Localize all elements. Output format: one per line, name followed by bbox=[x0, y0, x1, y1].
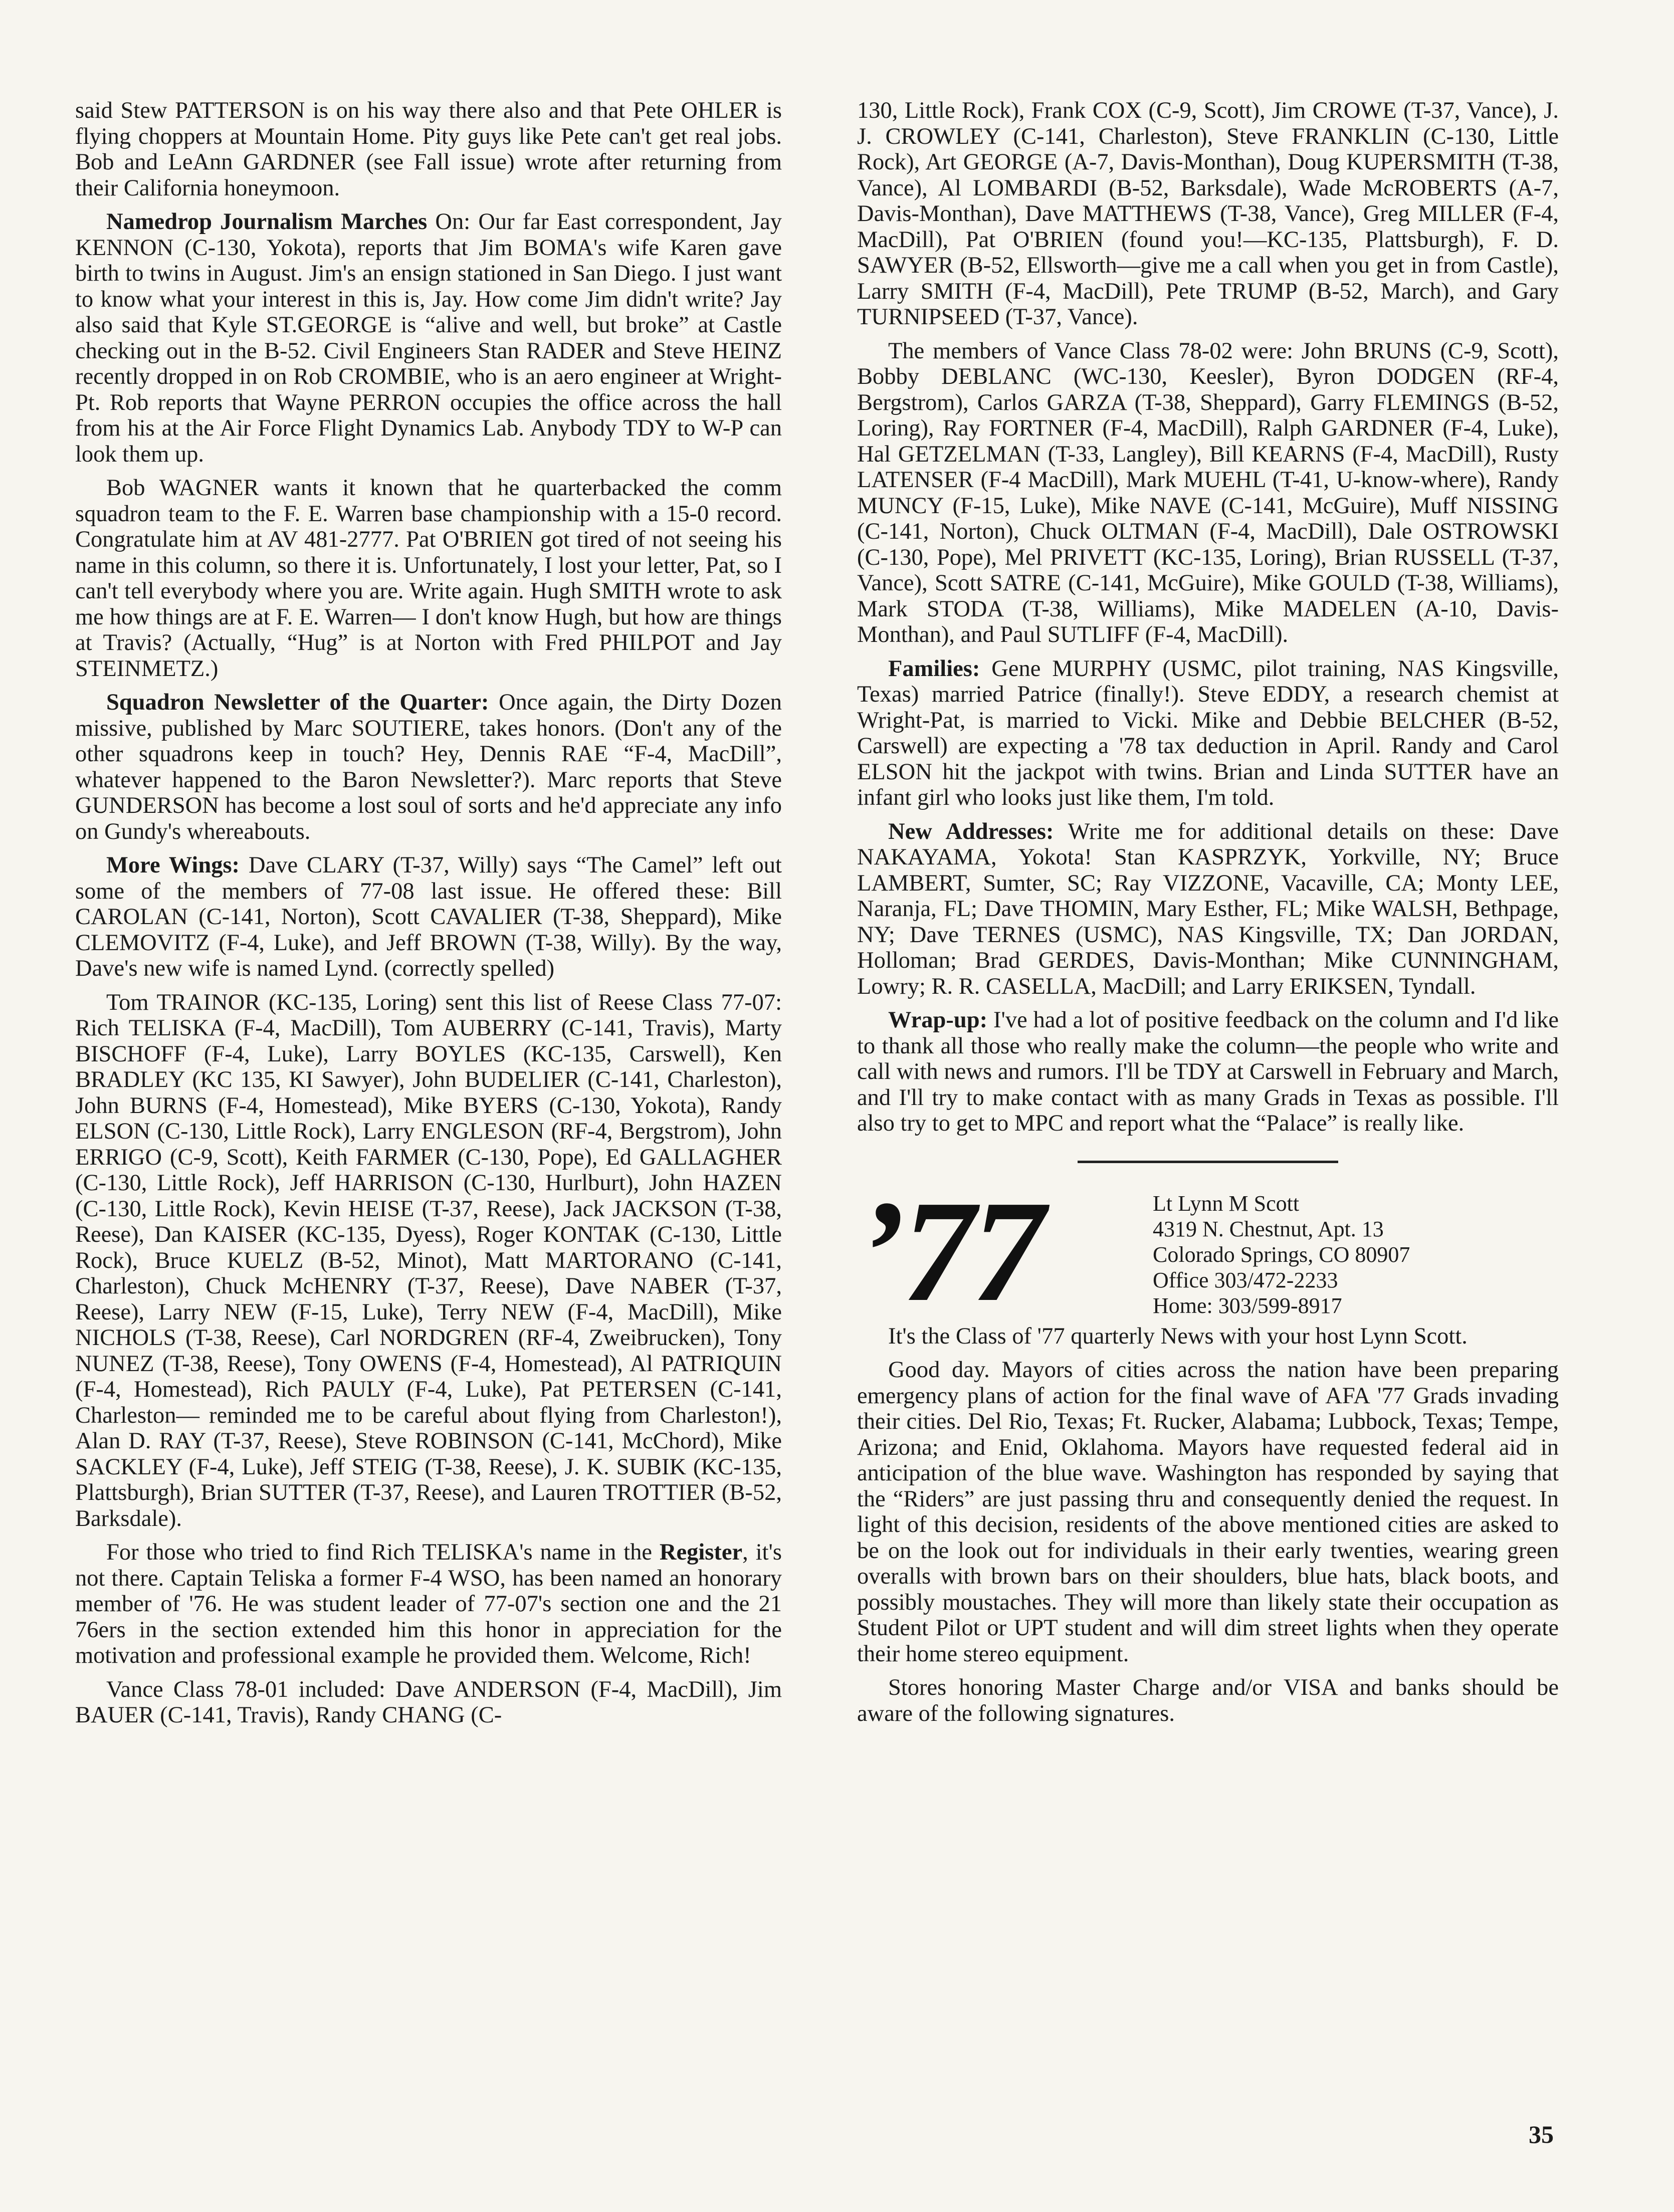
page-number: 35 bbox=[1529, 2120, 1554, 2148]
paragraph: said Stew PATTERSON is on his way there also and that Pete OHLER is flying choppers at Mountain Home. Pity guys like Pete can't get real jobs. Bob and LeAnn GARDNER (see Fall issue) wrote after returning from their California honeymoon. bbox=[75, 98, 782, 201]
contact-office-phone: Office 303/472-2233 bbox=[1153, 1267, 1338, 1292]
paragraph: Stores honoring Master Charge and/or VISA and banks should be aware of the following signatures. bbox=[857, 1675, 1559, 1726]
left-column bbox=[75, 98, 782, 1728]
contact-home-phone: Home: 303/599-8917 bbox=[1153, 1293, 1342, 1318]
paragraph: Families: Gene MURPHY (USMC, pilot training, NAS Kingsville, Texas) married Patrice (finally!). Steve EDDY, a research chemist at Wright-Pat, is married to Vicki. Mike and Debbie BELCHER (B-52, Carswell) are expecting a '78 tax deduction in April. Randy and Carol ELSON hit the jackpot with twins. Brian and Linda SUTTER have an infant girl who looks just like them, I'm told. bbox=[857, 655, 1559, 810]
paragraph: The members of Vance Class 78-02 were: John BRUNS (C-9, Scott), Bobby DEBLANC (WC-130, Keesler), Byron DODGEN (RF-4, Bergstrom), Carlos GARZA (T-38, Sheppard), Garry FLEMINGS (B-52, Loring), Ray FORTNER (F-4, MacDill), Ralph GARDNER (F-4, Luke), Hal GETZELMAN (T-33, Langley), Bill KEARNS (F-4, MacDill), Rusty LATENSER (F-4 MacDill), Mark MUEHL (T-41, U-know-where), Randy MUNCY (F-15, Luke), Mike NAVE (C-141, McGuire), Muff NISSING (C-141, Norton), Chuck OLTMAN (F-4, MacDill), Dale OSTROWSKI (C-130, Pope), Mel PRIVETT (KC-135, Loring), Brian RUSSELL (T-37, Vance), Scott SATRE (C-141, McGuire), Mike GOULD (T-38, Williams), Mark STODA (T-38, Williams), Mike MADELEN (A-10, Davis-Monthan), and Paul SUTLIFF (F-4, MacDill). bbox=[857, 338, 1559, 647]
register-emphasis: Register bbox=[659, 1539, 743, 1565]
class-header bbox=[857, 1163, 1559, 1332]
paragraph: Vance Class 78-01 included: Dave ANDERSON (F-4, MacDill), Jim BAUER (C-141, Travis), Randy CHANG (C- bbox=[75, 1676, 782, 1728]
paragraph: Squadron Newsletter of the Quarter: Once again, the Dirty Dozen missive, published by Marc SOUTIERE, takes honors. (Don't any of the other squadrons keep in touch? Hey, Dennis RAE “F-4, MacDill”, whatever happened to the Baron Newsletter?). Marc reports that Steve GUNDERSON has become a lost soul of sorts and he'd appreciate any info on Gundy's whereabouts. bbox=[75, 690, 782, 844]
section-lead: Families: bbox=[888, 655, 980, 682]
paragraph: Namedrop Journalism Marches On: Our far East correspondent, Jay KENNON (C-130, Yokota), reports that Jim BOMA's wife Karen gave birth to twins in August. Jim's an ensign stationed in San Diego. I just want to know what your interest in this is, Jay. How come Jim didn't write? Jay also said that Kyle ST.GEORGE is “alive and well, but broke” at Castle checking out in the B-52. Civil Engineers Stan RADER and Steve HEINZ recently dropped in on Rob CROMBIE, who is an aero engineer at Wright-Pt. Rob reports that Wayne PERRON occupies the office across the hall from his at the Air Force Flight Dynamics Lab. Anybody TDY to W-P can look them up. bbox=[75, 209, 782, 467]
paragraph: For those who tried to find Rich TELISKA's name in the Register, it's not there. Captain Teliska a former F-4 WSO, has been named an honorary member of '76. He was student leader of 77-07's section one and the 21 76ers in the section extended him this honor in appreciation for the motivation and professional example he provided them. Welcome, Rich! bbox=[75, 1539, 782, 1668]
contact-street: 4319 N. Chestnut, Apt. 13 bbox=[1153, 1216, 1384, 1241]
paragraph: Wrap-up: I've had a lot of positive feedback on the column and I'd like to thank all those who really make the column—the people who write and call with news and rumors. I'll be TDY at Carswell in February and March, and I'll try to make contact with as many Grads in Texas as possible. I'll also try to get to MPC and report what the “Palace” is really like. bbox=[857, 1007, 1559, 1136]
section-lead: New Addresses: bbox=[888, 818, 1054, 844]
paragraph: Good day. Mayors of cities across the nation have been preparing emergency plans of action for the final wave of AFA '77 Grads invading their cities. Del Rio, Texas; Ft. Rucker, Alabama; Lubbock, Texas; Tempe, Arizona; and Enid, Oklahoma. Mayors have requested federal aid in anticipation of the blue wave. Washington has responded by saying that the “Riders” are just passing thru and consequently denied the request. In light of this decision, residents of the above mentioned cities are asked to be on the look out for individuals in their early twenties, wearing green overalls with brown bars on their shoulders, blue hats, black boots, and possibly moustaches. They will more than likely state their occupation as Student Pilot or UPT student and will dim street lights when they operate their home stereo equipment. bbox=[857, 1357, 1559, 1667]
section-lead: More Wings: bbox=[106, 852, 240, 878]
contact-city: Colorado Springs, CO 80907 bbox=[1153, 1242, 1410, 1267]
paragraph: Bob WAGNER wants it known that he quarterbacked the comm squadron team to the F. E. Warren base championship with a 15-0 record. Congratulate him at AV 481-2777. Pat O'BRIEN got tired of not seeing his name in this column, so there it is. Unfortunately, I lost your letter, Pat, so I can't tell everybody where you are. Write again. Hugh SMITH wrote to ask me how things are at F. E. Warren— I don't know Hugh, but how are things at Travis? (Actually, “Hug” is at Norton with Fred PHILPOT and Jay STEINMETZ.) bbox=[75, 475, 782, 682]
class-number: ’77 bbox=[857, 1170, 1042, 1332]
section-lead: Wrap-up: bbox=[888, 1007, 988, 1033]
contact-name: Lt Lynn M Scott bbox=[1153, 1191, 1300, 1216]
paragraph: More Wings: Dave CLARY (T-37, Willy) says “The Camel” left out some of the members of 77-08 last issue. He offered these: Bill CAROLAN (C-141, Norton), Scott CAVALIER (T-38, Sheppard), Mike CLEMOVITZ (F-4, Luke), and Jeff BROWN (T-38, Willy). By the way, Dave's new wife is named Lynd. (correctly spelled) bbox=[75, 852, 782, 981]
right-column bbox=[857, 98, 1559, 1726]
class77-body bbox=[857, 1323, 1559, 1727]
section-lead: Namedrop Journalism Marches bbox=[106, 209, 428, 235]
paragraph: New Addresses: Write me for additional details on these: Dave NAKAYAMA, Yokota! Stan KASPRZYK, Yorkville, NY; Bruce LAMBERT, Sumter, SC; Ray VIZZONE, Vacaville, CA; Monty LEE, Naranja, FL; Dave THOMIN, Mary Esther, FL; Mike WALSH, Bethpage, NY; Dave TERNES (USMC), NAS Kingsville, TX; Dan JORDAN, Holloman; Brad GERDES, Davis-Monthan; Mike CUNNINGHAM, Lowry; R. R. CASELLA, MacDill; and Larry ERIKSEN, Tyndall. bbox=[857, 818, 1559, 999]
paragraph: 130, Little Rock), Frank COX (C-9, Scott), Jim CROWE (T-37, Vance), J. J. CROWLEY (C-141, Charleston), Steve FRANKLIN (C-130, Little Rock), Art GEORGE (A-7, Davis-Monthan), Doug KUPERSMITH (T-38, Vance), Al LOMBARDI (B-52, Barksdale), Wade McROBERTS (A-7, Davis-Monthan), Dave MATTHEWS (T-38, Vance), Greg MILLER (F-4, MacDill), Pat O'BRIEN (found you!—KC-135, Plattsburgh), F. D. SAWYER (B-52, Ellsworth—give me a call when you get in from Castle), Larry SMITH (F-4, MacDill), Pete TRUMP (B-52, March), and Gary TURNIPSEED (T-37, Vance). bbox=[857, 98, 1559, 330]
section-lead: Squadron Newsletter of the Quarter: bbox=[106, 690, 489, 715]
paragraph: Tom TRAINOR (KC-135, Loring) sent this list of Reese Class 77-07: Rich TELISKA (F-4, MacDill), Tom AUBERRY (C-141, Travis), Marty BISCHOFF (F-4, Luke), Larry BOYLES (KC-135, Carswell), Ken BRADLEY (KC 135, KI Sawyer), John BUDELIER (C-141, Charleston), John BURNS (F-4, Homestead), Mike BYERS (C-130, Yokota), Randy ELSON (C-130, Little Rock), Larry ENGLESON (RF-4, Bergstrom), John ERRIGO (C-9, Scott), Keith FARMER (C-130, Pope), Ed GALLAGHER (C-130, Little Rock), Jeff HARRISON (C-130, Hurlburt), John HAZEN (C-130, Little Rock), Kevin HEISE (T-37, Reese), Jack JACKSON (T-38, Reese), Dan KAISER (KC-135, Dyess), Roger KONTAK (C-130, Little Rock), Bruce KUELZ (B-52, Minot), Matt MARTORANO (C-141, Charleston), Chuck McHENRY (T-37, Reese), Dave NABER (T-37, Reese), Larry NEW (F-15, Luke), Terry NEW (F-4, MacDill), Mike NICHOLS (T-38, Reese), Carl NORDGREN (RF-4, Zweibrucken), Tony NUNEZ (T-38, Reese), Tony OWENS (F-4, Homestead), Al PATRIQUIN (F-4, Homestead), Rich PAULY (F-4, Luke), Pat PETERSEN (C-141, Charleston— reminded me to be careful about flying from Charleston!), Alan D. RAY (T-37, Reese), Steve ROBINSON (C-141, McChord), Mike SACKLEY (F-4, Luke), Jeff STEIG (T-38, Reese), J. K. SUBIK (KC-135, Plattsburgh), Brian SUTTER (T-37, Reese), and Lauren TROTTIER (B-52, Barksdale). bbox=[75, 989, 782, 1531]
paragraph: It's the Class of '77 quarterly News with your host Lynn Scott. bbox=[888, 1323, 1468, 1349]
class-contact bbox=[1153, 1191, 1410, 1318]
